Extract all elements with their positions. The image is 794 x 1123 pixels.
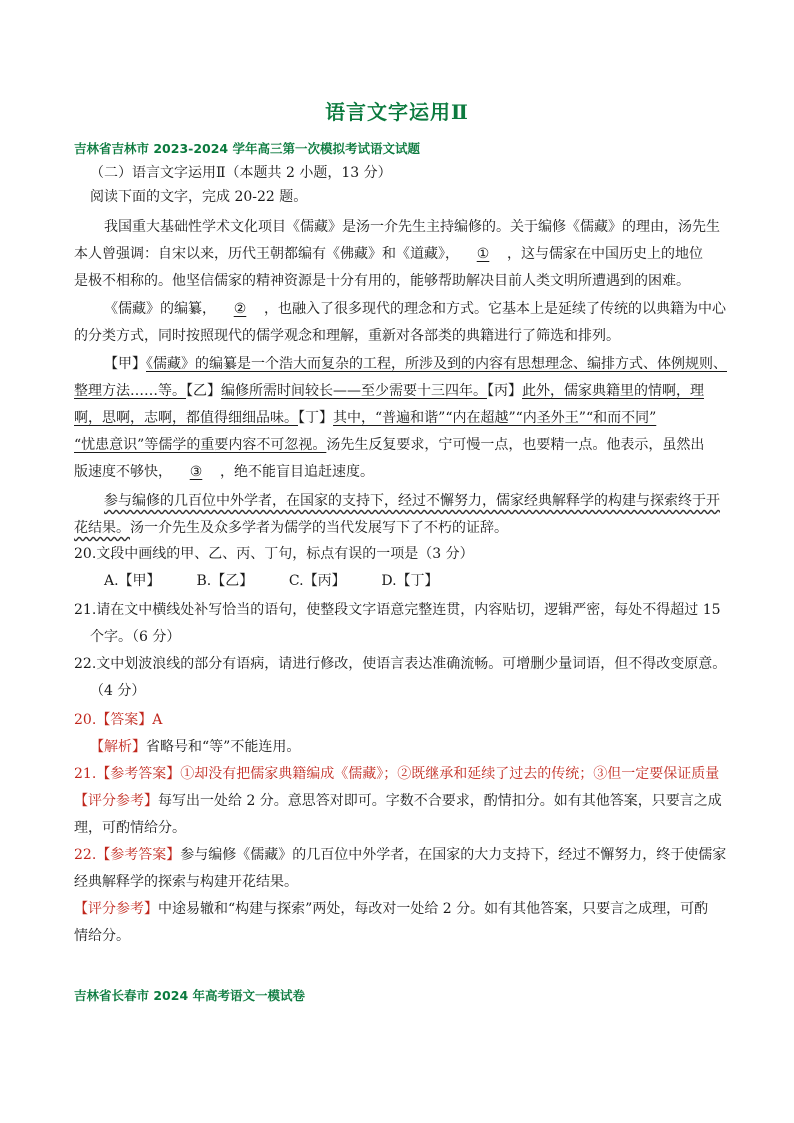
score-21-text: 每写出一处给 2 分。意思答对即可。字数不合要求，酌情扣分。如有其他答案，只要言之成	[158, 793, 722, 809]
source-heading-1: 吉林省吉林市 2023-2024 学年高三第一次模拟考试语文试题	[74, 141, 420, 156]
para3-text-b: ，绝不能盲目追赶速度。	[220, 464, 374, 480]
analysis-20-label: 【解析】	[90, 739, 146, 755]
para3-line2	[74, 380, 724, 402]
option-c: C.【丙】	[288, 573, 346, 589]
score-21-label: 【评分参考】	[74, 793, 158, 809]
sentence-jia: 《儒藏》的编纂是一个浩大而复杂的工程，所涉及到的内容有思想理念、编排方式、体例规则、	[146, 356, 727, 372]
para2-line2: 的分类方式，同时按照现代的儒学观念和理解，重新对各部类的典籍进行了筛选和排列。	[74, 328, 620, 344]
para3-line1	[104, 353, 754, 375]
question-21-line1: 21.请在文中横线处补写恰当的语句，使整段文字语意完整连贯，内容贴切，逻辑严密，每处不得超过 15	[74, 602, 721, 618]
score-22-text: 中途易辙和“构建与探索”两处，每改对一处给 2 分。如有其他答案，只要言之成理，可酌	[158, 901, 709, 917]
blank-3: ③	[189, 464, 203, 480]
label-jia: 【甲】	[104, 356, 146, 372]
para3-line4	[74, 434, 724, 456]
answer-22-line2: 经典解释学的探索与构建开花结果。	[74, 874, 298, 890]
analysis-20	[90, 736, 740, 758]
label-yi: 【乙】	[186, 383, 221, 399]
sentence-bing-end: 啊，思啊，志啊，都值得细细品味。	[74, 410, 298, 426]
para2-text-b: ，也融入了很多现代的理念和方式。它基本上是延续了传统的以典籍为中心	[264, 301, 726, 317]
sentence-ding: 其中，“普遍和谐”“内在超越”“内圣外王”“和而不同”	[333, 410, 657, 426]
question-20: 20.文段中画线的甲、乙、丙、丁句，标点有误的一项是（3 分）	[74, 546, 474, 562]
sentence-jia-end: 整理方法……等。	[74, 383, 186, 399]
page-title: 语言文字运用Ⅱ	[325, 100, 469, 124]
para2-text-a: 《儒藏》的编纂，	[104, 301, 216, 317]
answer-22-label: 22.【参考答案】	[74, 847, 181, 863]
instruction: 阅读下面的文字，完成 20-22 题。	[90, 189, 308, 205]
answer-21-text: ①却没有把儒家典籍编成《儒藏》；②既继承和延续了过去的传统；③但一定要保证质量	[180, 766, 720, 782]
score-21-line1	[74, 790, 724, 812]
answer-22-line1	[74, 844, 727, 866]
answer-21	[74, 763, 724, 785]
score-22-label: 【评分参考】	[74, 901, 158, 917]
wavy-sentence-end: 花结果。	[74, 520, 130, 536]
para3-line5	[74, 461, 724, 483]
para1-line2	[74, 243, 724, 265]
para1-line3: 是极不相称的。他坚信儒家的精神资源是十分有用的，能够帮助解决目前人类文明所遭遇到的困难。	[74, 273, 690, 289]
option-d: D.【丁】	[381, 573, 439, 589]
para3-text: 汤先生反复要求，宁可慢一点，也要精一点。他表示，虽然出	[326, 437, 705, 453]
sentence-yi: 编修所需时间较长——至少需要十三四年。	[221, 383, 487, 399]
para4-text: 汤一介先生及众多学者为儒学的当代发展写下了不朽的证辞。	[130, 520, 508, 536]
blank-1: ①	[476, 246, 490, 262]
score-22-line2: 情给分。	[74, 928, 130, 944]
para4-line1	[104, 490, 754, 512]
answer-22-text: 参与编修《儒藏》的几百位中外学者，在国家的大力支持下，经过不懈努力，终于使儒家	[180, 847, 727, 863]
label-bing: 【丙】	[487, 383, 522, 399]
para3-text-a: 版速度不够快，	[74, 464, 172, 480]
option-a: A.【甲】	[104, 573, 161, 589]
answer-20-label: 20.【答案】	[74, 712, 153, 728]
answer-20-value: A	[152, 712, 163, 728]
question-22-line2: （4 分）	[90, 683, 146, 699]
option-b: B.【乙】	[196, 573, 254, 589]
section-heading: （二）语言文字运用Ⅱ（本题共 2 小题，13 分）	[90, 165, 392, 181]
question-21-line2: 个字。（6 分）	[90, 629, 181, 645]
source-heading-2: 吉林省长春市 2024 年高考语文一模试卷	[74, 988, 305, 1003]
label-ding: 【丁】	[298, 410, 333, 426]
para2-line1	[104, 298, 754, 320]
sentence-ding-end: “忧患意识”等儒学的重要内容不可忽视。	[74, 437, 327, 453]
score-21-line2: 理，可酌情给分。	[74, 820, 186, 836]
para1-text-a: 本人曾强调：自宋以来，历代王朝都编有《佛藏》和《道藏》，	[74, 246, 459, 262]
para4-line2	[74, 517, 724, 539]
para1-line1: 我国重大基础性学术文化项目《儒藏》是汤一介先生主持编修的。关于编修《儒藏》的理由，汤先生	[104, 219, 720, 235]
answer-21-label: 21.【参考答案】	[74, 766, 181, 782]
analysis-20-text: 省略号和“等”不能连用。	[146, 739, 301, 755]
para3-line3	[74, 407, 724, 429]
answer-20	[74, 709, 724, 731]
question-20-options	[104, 570, 754, 592]
blank-2: ②	[233, 301, 247, 317]
sentence-bing: 此外，儒家典籍里的情啊，理	[522, 383, 704, 399]
question-22-line1: 22.文中划波浪线的部分有语病，请进行修改，使语言表达准确流畅。可增删少量词语，但不得改变原意。	[74, 656, 727, 672]
wavy-sentence: 参与编修的几百位中外学者，在国家的支持下，经过不懈努力，儒家经典解释学的构建与探索终于开	[104, 493, 720, 509]
para1-text-b: ，这与儒家在中国历史上的地位	[507, 246, 703, 262]
score-22-line1	[74, 898, 724, 920]
